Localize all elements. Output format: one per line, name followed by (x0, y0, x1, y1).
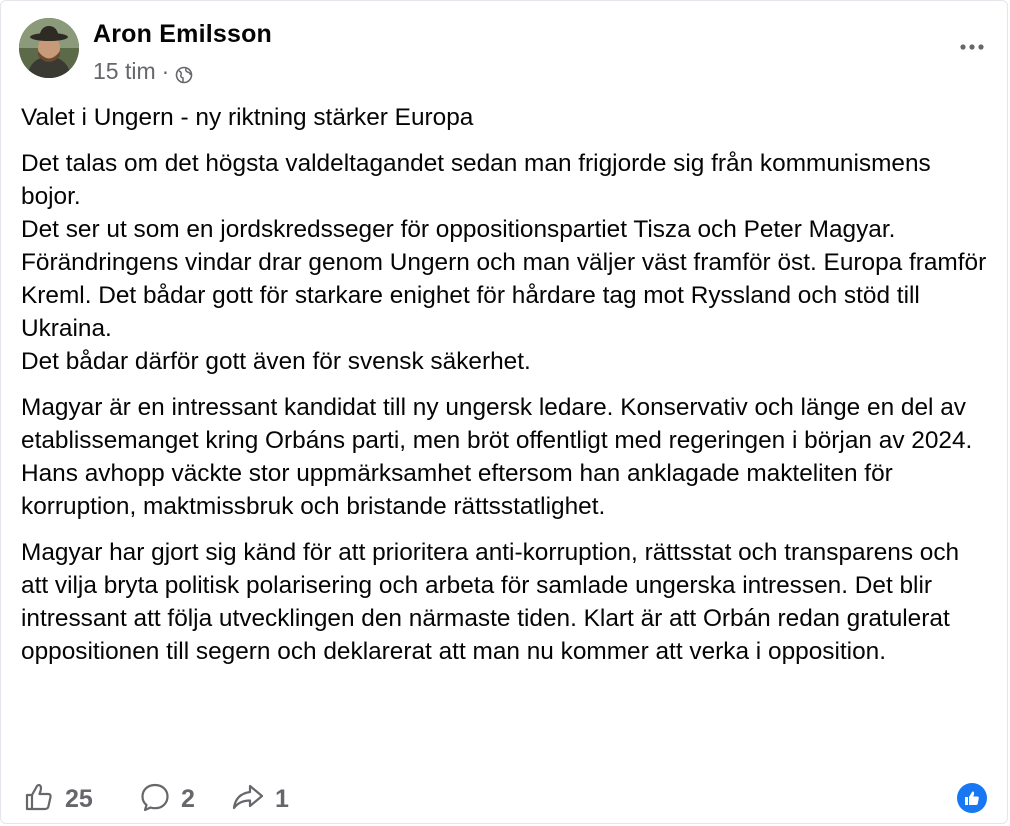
share-button[interactable] (231, 781, 289, 817)
post-timestamp[interactable]: 15 tim (93, 58, 156, 84)
post-paragraph: Det talas om det högsta valdeltagandet sedan man frigjorde sig från kommunismens bojor. Det ser ut som en jordskredsseger för oppositionspartiet Tisza och Peter Magyar. Förändringens vindar drar genom Ungern och man väljer väst framför öst. Europa framför Kreml. Det bådar gott för starkare enighet för hårdare tag mot Ryssland och stöd till Ukraina. Det bådar därför gott även för svensk säkerhet. (21, 150, 987, 375)
comment-icon (139, 781, 171, 818)
more-options-icon[interactable] (957, 37, 987, 57)
post-paragraph: Magyar har gjort sig känd för att prioritera anti-korruption, rättsstat och transparens och att vilja bryta politisk polarisering och arbeta för samlade ungerska intressen. Det blir intressant att följa utvecklingen den närmaste tiden. Klart är att Orbán redan gratulerat oppositionen till segern och deklarerat att man nu kommer att verka i opposition. (21, 539, 960, 665)
post-body (21, 101, 993, 681)
like-reaction-icon[interactable] (957, 783, 987, 813)
author-avatar[interactable] (19, 18, 79, 78)
comment-button[interactable] (139, 781, 195, 817)
author-name[interactable]: Aron Emilsson (93, 20, 273, 48)
meta-separator: · (161, 58, 170, 84)
post-headline: Valet i Ungern - ny riktning stärker Europa (21, 104, 474, 131)
post-meta (93, 58, 193, 85)
like-button[interactable] (23, 781, 93, 817)
thumbs-up-icon (23, 781, 55, 818)
post-actions (23, 781, 997, 817)
globe-icon (175, 63, 193, 81)
share-count: 1 (275, 784, 289, 813)
post-paragraph: Magyar är en intressant kandidat till ny ungersk ledare. Konservativ och länge en del av etablissemanget kring Orbáns parti, men bröt offentligt med regeringen i början av 2024. Hans avhopp väckte stor uppmärksamhet eftersom han anklagade makteliten för korruption, maktmissbruk och bristande rättsstatlighet. (21, 394, 973, 520)
like-count: 25 (65, 784, 93, 813)
share-icon (231, 781, 265, 818)
comment-count: 2 (181, 784, 195, 813)
